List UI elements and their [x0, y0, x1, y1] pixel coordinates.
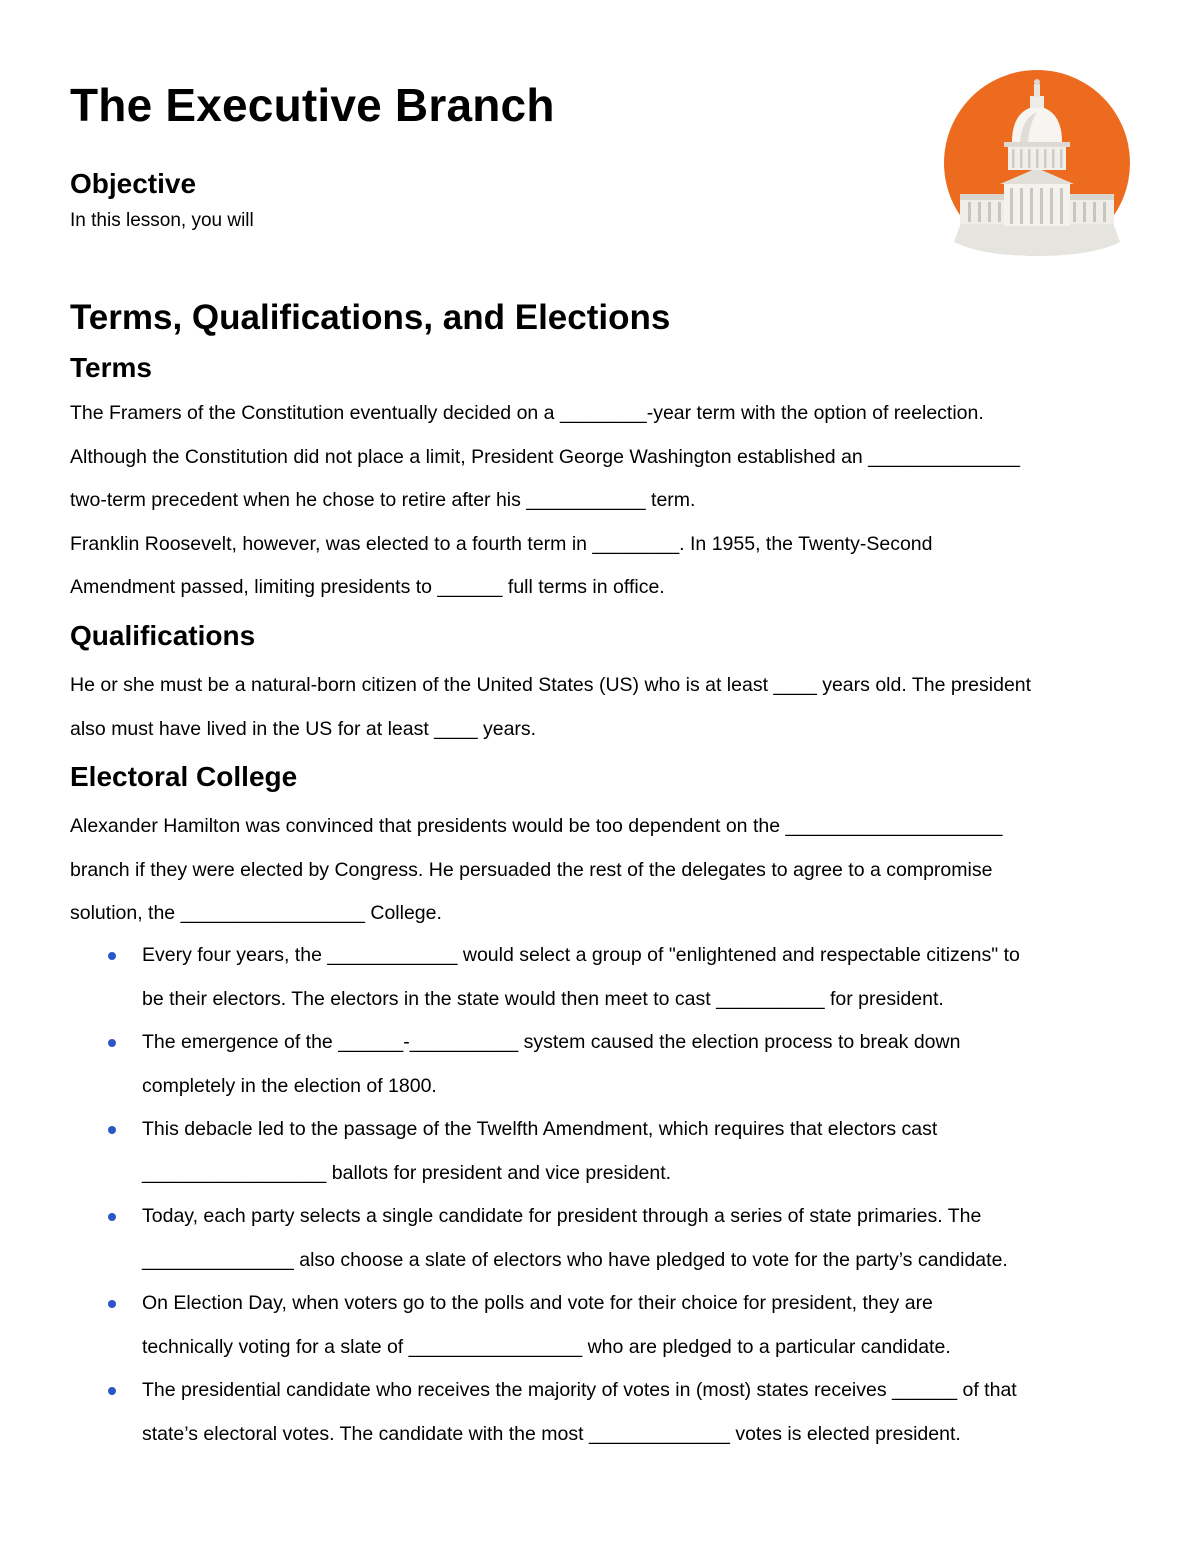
terms-paragraph — [70, 392, 1150, 610]
terms-line: The Framers of the Constitution eventually decided on a ________-year term with the option of reelection. — [70, 402, 984, 424]
bullet-line: _________________ ballots for president and vice president. — [142, 1161, 672, 1184]
bullet-dot-icon — [108, 1126, 116, 1134]
bullet-item — [70, 1282, 1150, 1369]
objective-text: In this lesson, you will — [70, 210, 254, 231]
electoral-line: solution, the _________________ College. — [70, 902, 442, 924]
electoral-line: Alexander Hamilton was convinced that presidents would be too dependent on the ____________________ — [70, 815, 1003, 837]
objective-heading: Objective — [70, 168, 197, 199]
terms-line: Amendment passed, limiting presidents to ______ full terms in office. — [70, 576, 665, 598]
bullet-line: The emergence of the ______-__________ system caused the election process to break down — [142, 1031, 961, 1053]
terms-line: Franklin Roosevelt, however, was elected to a fourth term in ________. In 1955, the Twenty-Second — [70, 532, 933, 555]
bullet-dot-icon — [108, 1387, 116, 1395]
bullet-line: be their electors. The electors in the state would then meet to cast __________ for president. — [142, 987, 944, 1010]
qualifications-heading: Qualifications — [70, 620, 256, 651]
bullet-line: completely in the election of 1800. — [142, 1074, 437, 1097]
bullet-item — [70, 1021, 1150, 1108]
terms-heading: Terms — [70, 352, 152, 383]
section-heading: Terms, Qualifications, and Elections — [70, 298, 671, 337]
bullet-line: This debacle led to the passage of the Twelfth Amendment, which requires that electors cast — [142, 1118, 938, 1140]
bullet-line: Every four years, the ____________ would select a group of "enlightened and respectable citizens" to — [142, 944, 1020, 966]
bullet-item — [70, 1369, 1150, 1456]
electoral-paragraph — [70, 805, 1150, 936]
electoral-line: branch if they were elected by Congress. He persuaded the rest of the delegates to agree to a compromise — [70, 858, 993, 881]
electoral-college-heading: Electoral College — [70, 761, 298, 792]
bullet-item — [70, 1108, 1150, 1195]
terms-line: two-term precedent when he chose to retire after his ___________ term. — [70, 489, 696, 511]
terms-line: Although the Constitution did not place a limit, President George Washington established an ______________ — [70, 445, 1021, 468]
electoral-bullet-list — [70, 934, 1150, 1456]
bullet-dot-icon — [108, 1300, 116, 1308]
capitol-building-icon — [942, 70, 1132, 260]
qualifications-paragraph — [70, 664, 1150, 751]
qualifications-line: also must have lived in the US for at least ____ years. — [70, 717, 537, 740]
bullet-dot-icon — [108, 1213, 116, 1221]
bullet-line: Today, each party selects a single candidate for president through a series of state primaries. The — [142, 1205, 982, 1227]
bullet-line: The presidential candidate who receives the majority of votes in (most) states receives ______ of that — [142, 1379, 1017, 1401]
bullet-dot-icon — [108, 952, 116, 960]
page-title: The Executive Branch — [70, 79, 555, 131]
bullet-line: state’s electoral votes. The candidate with the most _____________ votes is elected president. — [142, 1422, 961, 1445]
bullet-line: technically voting for a slate of ________________ who are pledged to a particular candidate. — [142, 1335, 951, 1358]
bullet-item — [70, 934, 1150, 1021]
bullet-item — [70, 1195, 1150, 1282]
qualifications-line: He or she must be a natural-born citizen of the United States (US) who is at least ____ years old. The president — [70, 674, 1032, 696]
bullet-line: ______________ also choose a slate of electors who have pledged to vote for the party’s candidate. — [142, 1248, 1008, 1271]
bullet-dot-icon — [108, 1039, 116, 1047]
bullet-line: On Election Day, when voters go to the polls and vote for their choice for president, they are — [142, 1292, 933, 1314]
